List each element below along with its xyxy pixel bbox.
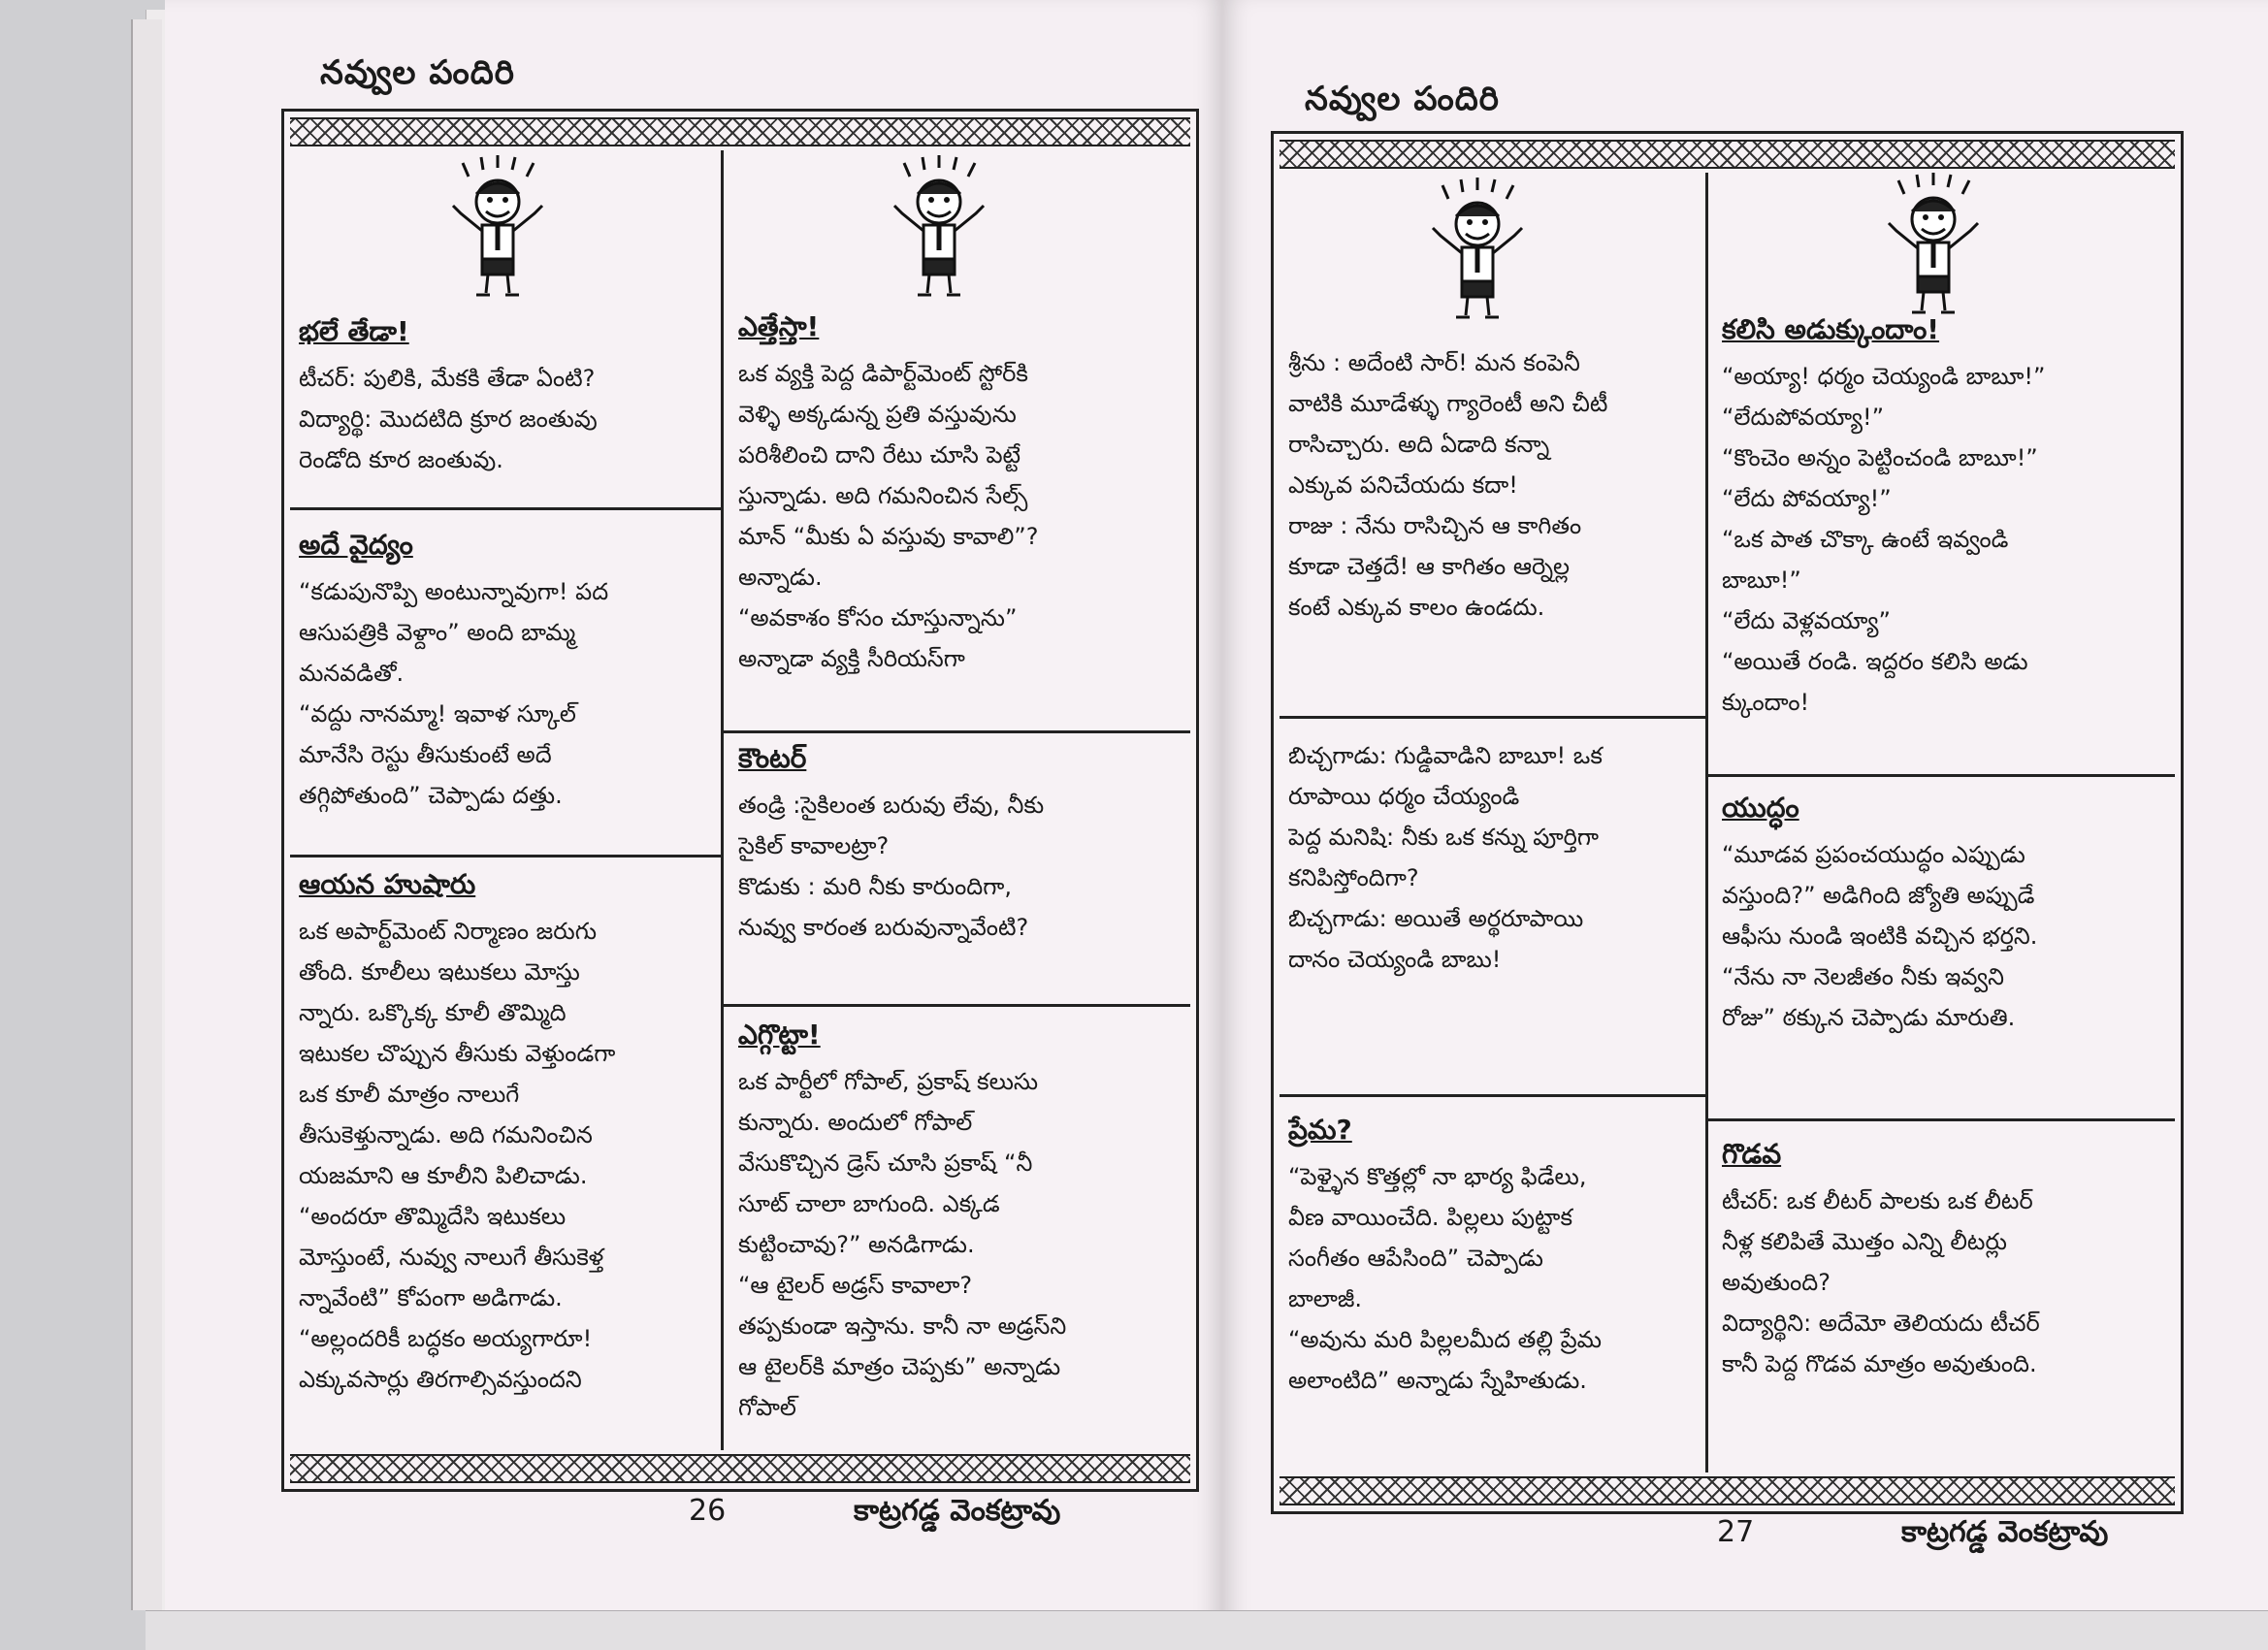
joke-text: బిచ్చగాడు: గుడ్డివాడిని బాబూ! ఒక రూపాయి ధర్మం చేయ్యండి పెద్ద మనిషి: నీకు ఒక కన్ను పూర్తిగా కనిపిస్తోందిగా? బిచ్చగాడు: అయితే అర్థరూపాయి దానం చెయ్యండి బాబు! xyxy=(1288,742,1603,973)
joke-text: తండ్రి :సైకిలంత బరువు లేవు, నీకు సైకిల్ కావాలట్రా? కొడుకు : మరి నీకు కారుందిగా, నువ్వు కారంత బరువున్నావేంటి? xyxy=(738,792,1045,941)
joke-text: టీచర్: ఒక లీటర్ పాలకు ఒక లీటర్ నీళ్ల కలిపితే మొత్తం ఎన్ని లీటర్లు అవుతుంది? విద్యార్థిని: అదేమో తెలియదు టీచర్ కానీ పెద్ద గొడవ మాత్రం అవుతుంది. xyxy=(1722,1187,2040,1377)
book-bottom-edge xyxy=(146,1610,2268,1650)
joke-box xyxy=(1722,313,2168,750)
joke-title: ఎత్తేస్తా! xyxy=(738,310,820,342)
joke-box xyxy=(1288,342,1696,696)
joke-box xyxy=(1288,735,1696,1026)
joke-text: ఒక అపార్ట్‌మెంట్ నిర్మాణం జరుగు తోంది. కూలీలు ఇటుకలు మోస్తు న్నారు. ఒక్కొక్క కూలీ తొమ్మిది ఇటుకల చొప్పున తీసుకు వెళ్తుండగా ఒక కూలీ మాత్రం నాలుగే తీసుకెళ్తున్నాడు. అది గమనించిన యజమాని ఆ కూలీని పిలిచాడు. “అందరూ తొమ్మిదేసి ఇటుకలు మోస్తుంటే, నువ్వు నాలుగే తీసుకెళ్త న్నావేంటి” కోపంగా అడిగాడు. “అల్లందరికీ బద్ధకం అయ్యగారూ! ఎక్కువసార్లు తిరగాల్సివస్తుందని xyxy=(299,918,616,1393)
decorative-border-top xyxy=(290,117,1190,146)
page-number: 26 xyxy=(689,1494,727,1528)
cheering-boy-icon xyxy=(1419,178,1536,323)
joke-box xyxy=(738,742,1184,994)
joke-divider xyxy=(290,855,723,857)
joke-title: యుద్ధం xyxy=(1722,792,1799,824)
running-title: నవ్వుల పందిరి xyxy=(1305,80,1500,118)
joke-text: “మూడవ ప్రపంచయుద్ధం ఎప్పుడు వస్తుంది?” అడిగింది జ్యోతి అప్పుడే ఆఫీసు నుండి ఇంటికి వచ్చిన భర్తని. “నేను నా నెలజీతం నీకు ఇవ్వని రోజు” ఠక్కున చెప్పాడు మారుతి. xyxy=(1722,841,2038,1031)
joke-box xyxy=(299,315,711,519)
joke-title: గొడవ xyxy=(1722,1138,1782,1170)
joke-box xyxy=(1722,1138,2168,1458)
cheering-boy-icon xyxy=(881,155,997,301)
cheering-boy-icon xyxy=(1875,173,1992,318)
joke-box xyxy=(1288,1114,1696,1463)
joke-text: “అయ్యా! ధర్మం చెయ్యండి బాబూ!” “లేదుపోవయ్యా!” “కొంచెం అన్నం పెట్టించండి బాబూ!” “లేదు పోవయ్యా!” “ఒక పాత చొక్కా ఉంటే ఇవ్వండి బాబూ!” “లేదు వెళ్లవయ్యా” “అయితే రండి. ఇద్దరం కలిసి అడు క్కుందాం! xyxy=(1722,363,2046,716)
decorative-border-top xyxy=(1280,140,2175,169)
joke-divider xyxy=(723,730,1190,733)
joke-title: అదే వైద్యం xyxy=(299,529,413,561)
joke-divider xyxy=(1280,1094,1707,1097)
running-title: నవ్వుల పందిరి xyxy=(320,53,515,92)
joke-title: ప్రేమ? xyxy=(1288,1114,1352,1146)
joke-title: కౌంటర్ xyxy=(738,742,807,774)
cheering-boy-icon xyxy=(439,155,556,301)
joke-divider xyxy=(290,507,723,510)
left-page xyxy=(165,0,1222,1634)
author-name: కాట్రగడ్డ వెంకట్రావు xyxy=(854,1494,1061,1528)
joke-title: ఎగ్గొట్టా! xyxy=(738,1019,821,1051)
joke-text: శ్రీను : అదేంటి సార్! మన కంపెనీ వాటికి మూడేళ్ళు గ్యారెంటీ అని చీటీ రాసిచ్చారు. అది ఏడాది కన్నా ఎక్కువ పనిచేయదు కదా! రాజు : నేను రాసిచ్చిన ఆ కాగితం కూడా చెత్తదే! ఆ కాగితం ఆర్నెల్ల కంటే ఎక్కువ కాలం ఉండదు. xyxy=(1288,349,1608,621)
page-stack-edge-inner xyxy=(131,19,162,1610)
joke-box xyxy=(299,868,711,1440)
joke-divider xyxy=(1280,716,1707,719)
author-name: కాట్రగడ్డ వెంకట్రావు xyxy=(1901,1515,2109,1549)
joke-divider xyxy=(1707,774,2175,777)
joke-text: ఒక పార్టీలో గోపాల్, ప్రకాష్ కలుసు కున్నారు. అందులో గోపాల్ వేసుకొచ్చిన డ్రెస్ చూసి ప్రకాష్ “నీ సూట్ చాలా బాగుంది. ఎక్కడ కుట్టించావు?” అనడిగాడు. “ఆ టైలర్ అడ్రస్ కావాలా? తప్పకుండా ఇస్తాను. కానీ నా అడ్రస్‌ని ఆ టైలర్‌కి మాత్రం చెప్పకు” అన్నాడు గోపాల్ xyxy=(738,1068,1067,1421)
decorative-border-bottom xyxy=(290,1454,1190,1483)
joke-text: “పెళ్ళైన కొత్తల్లో నా భార్య ఫిడేలు, వీణ వాయించేది. పిల్లలు పుట్టాక సంగీతం ఆపేసింది” చెప్పాడు బాలాజీ. “అవును మరి పిల్లలమీద తల్లి ప్రేమ అలాంటిది” అన్నాడు స్నేహితుడు. xyxy=(1288,1163,1603,1394)
column-divider xyxy=(721,150,724,1450)
page-number: 27 xyxy=(1717,1515,1755,1549)
joke-text: “కడుపునొప్పి అంటున్నావుగా! పద ఆసుపత్రికి వెళ్దాం” అంది బామ్మ మనవడితో. “వద్దు నానమ్మా! ఇవాళ స్కూల్ మానేసి రెస్టు తీసుకుంటే అదే తగ్గిపోతుంది” చెప్పాడు దత్తు. xyxy=(299,578,609,809)
joke-divider xyxy=(723,1004,1190,1007)
joke-divider xyxy=(1707,1118,2175,1121)
joke-title: భలే తేడా! xyxy=(299,315,409,347)
joke-box xyxy=(1722,792,2168,1083)
joke-frame xyxy=(281,109,1199,1492)
joke-text: ఒక వ్యక్తి పెద్ద డిపార్ట్‌మెంట్ స్టోర్‌కి వెళ్ళి అక్కడున్న ప్రతి వస్తువును పరిశీలించి దాని రేటు చూసి పెట్టే స్తున్నాడు. అది గమనించిన సేల్స్ మాన్ “మీకు ఏ వస్తువు కావాలి”? అన్నాడు. “అవకాశం కోసం చూస్తున్నాను” అన్నాడా వ్యక్తి సీరియస్‌గా xyxy=(738,360,1039,672)
joke-box xyxy=(738,1019,1184,1445)
joke-title: ఆయన హుషారు xyxy=(299,868,476,900)
joke-frame xyxy=(1271,131,2184,1514)
column-divider xyxy=(1705,173,1708,1472)
right-page xyxy=(1222,0,2268,1634)
joke-text: టీచర్: పులికి, మేకకి తేడా ఏంటి? విద్యార్థి: మొదటిది క్రూర జంతువు రెండోది కూర జంతువు. xyxy=(299,365,598,473)
joke-title: కలిసి అడుక్కుందాం! xyxy=(1722,313,1940,345)
decorative-border-bottom xyxy=(1280,1476,2175,1505)
